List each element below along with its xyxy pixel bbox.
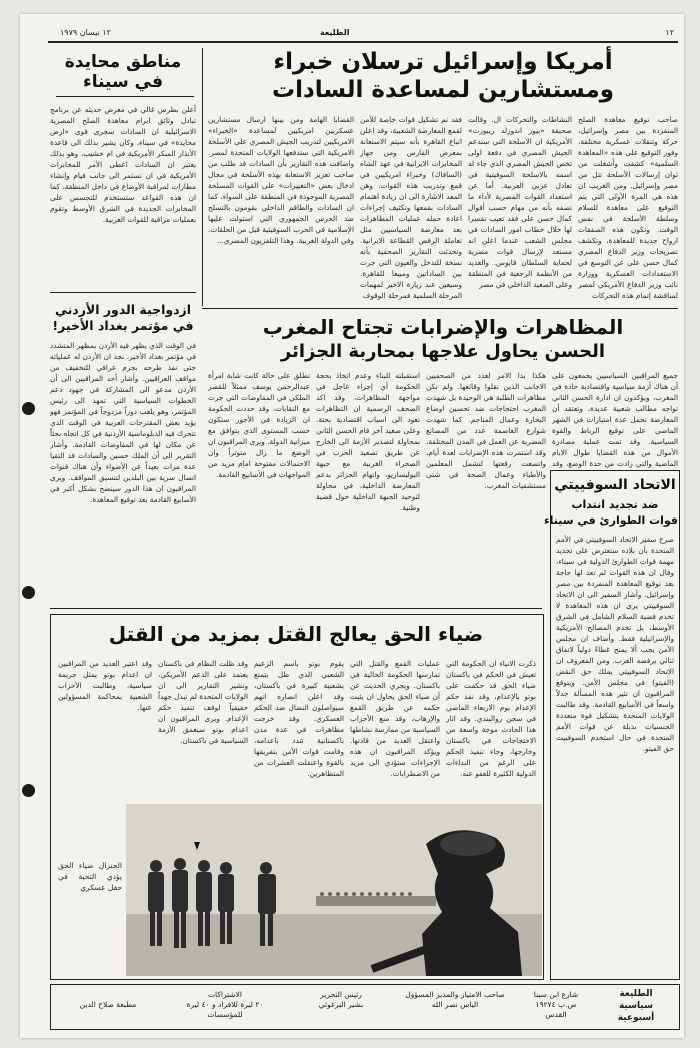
photo-caption: الجنرال ضياء الحق يؤدي التحية في حفل عسكري: [58, 861, 122, 892]
main-article-col3: فقد تم تشكيل قوات خاصة للأمن لقمع المعارضة الشعبية، وقد اعلن اتباع القاهرة بأنه سيتم الاستعانة بمعرض الفارس ومن جهاز المخابرات الايرانية في عهد الشاه (السافاك) وخبراء امريكيين في قمع وتدريب هذه القوات. وهن المعد الاشارة الى ان زيادة اهتمام السادات بقمعها وتكثيف إجراءات اعادة حمله عمليات المظاهرات بعد معارضة السياسيين مثل تعاملة الرقص القطاعة الايرانية. وتحدثت التقارير الصحفية بأنه نسخة للتدخل والعيون التي جرت بين الساداتين ومبيعا للقاهرة. وسيعين عند زيارة الاخير لمهمات المرحلة السلمية فمرحلة الوقوف: [360, 115, 462, 300]
page-number: ١٢: [665, 28, 674, 37]
editor-info: رئيس التحرير بشير البرغوثي: [318, 990, 364, 1009]
morocco-col1: جميع المراقبين السياسيين يجمعون على أن هناك أزمة سياسية واقتصادية حادة في المغرب، ويؤكدون ان ادارة الحسن الثاني تواجه مطالب شعبية عديدة، وتعتقد أن المعارضة تحمل عدة امتيازات في الشهر الماضي على توقيع الرباط والقوة السياسية. وقد تمت عملية مصادرة الأموال من هذه القضايا طوال الايام الماضية والتي زادت من حدة الوضع، وقد: [552, 371, 678, 468]
punch-hole: [22, 784, 35, 797]
header-rule: [48, 41, 678, 43]
zia-col1: ذكرت الانباء ان الحكومة التي تعيش في الحكم في باكستان ضياء الحق قد حكمت على بوتو بالإعدام، وقد نفذ حكم الإعدام يوم الاربعاء الماضي في سجن روالبندي. وقد اثار هذا الحادث موجة واسعة من الاحتجاجات في باكستان وخارجها، وجاء تنفيذ الحكم على الرغم من النداءات الدولية الكثيرة للعفو عنه.: [446, 659, 536, 778]
neutral-zones-body: أعلن بطرس غالي في معرض حديثه عن برنامج تبادل وثائق ابرام معاهدة الصلح المصرية الاسرائيلية ان السادات سجرى قوى «ارض محايدة» في سيناء، وكان يشير بذلك الى قاعدة الأنذار المبكر الأمريكية في ام خشيب، وهو بذلك يعتبر ان السادات اعطى الأمر للمخابرات الأمريكية في ان تستمر الى جانب قيام وإنشاء مطارات لمراقبة الأوضاع في داخل المنطقة، كما ان هذه القواعد ستستخدم للتجسس على المخابرات الجديدة في الشرق الأوسط وتقوم بعمليات مراقبة للقوات العربية.: [50, 105, 196, 224]
subscription-info: الاشتراكات ٢٠ ليرة للافراد و ٤٠ ليرة للمؤسسات: [186, 990, 264, 1019]
printer-name: مطبعة صلاح الدين: [79, 1000, 137, 1009]
soviet-headline-line3: قوات الطوارئ في سيناء: [544, 514, 678, 527]
publication-name: الطليعة: [320, 28, 350, 37]
issue-date: ١٢ نيسان ١٩٧٩: [60, 28, 111, 37]
zia-col4: وقد ظلت النظام في باكستان يعتمد على الدعم الأمريكي، وتشير التقارير الى ان الولايات المتحدة لم تبذل جهداً حقيقياً لوقف تنفيذ حكم الإعدام. ويرى المراقبون ان اعدام بوتو سيعمق الأزمة السياسية في باكستان.: [158, 659, 248, 745]
neutral-zones-headline-line1: مناطق محايدة: [64, 52, 182, 72]
soviet-headline-line1: الاتحاد السوفييتي: [554, 477, 676, 493]
publisher-address: شارع ابن سينا ص.ب ١٩٢٧٤ القدس: [533, 990, 579, 1019]
newspaper-page: [20, 14, 684, 1038]
section-rule: [50, 292, 196, 293]
morocco-col3: استقبلته للبناء وعدم اتخاذ بحجة الحكومة أي إجراء عاجل في مواجهة المظاهرات، وقد اكد الصحف الرسمية ان التظاهرات تعود الى اسباب اقتصادية بحتة. وعلى صعيد آخر قام الحسن الثاني بمحاولة لتصدير الأزمة الى الخارج عن طريق تصعيد الحرب في الصحراء الغربية مع جبهة البوليساريو، واتهام الجزائر بدعم المعارضة الداخلية، في محاولة لتوحيد الجبهة الداخلية حول قضية وطنية.: [316, 371, 420, 512]
jordan-headline-line2: في مؤتمر بغداد الأخير!: [52, 318, 194, 333]
zia-col3: يقوم بوتو باسم الزعيم الشعبي الذي ظل يتمتع بشعبية كبيرة في باكستان، وقد اعلن انصاره انهم سيواصلون النضال ضد الحكم العسكري. وقد خرجت مظاهرات في عدة مدن باكستانية تندد باعدامه، وقامت قوات الأمن بتفريقها بالقوة واعتقلت العشرات من المتظاهرين.: [254, 659, 344, 778]
publisher-name: الطليعة سياسية أسبوعية: [617, 989, 655, 1023]
main-article-col4: القضايا الهامة ومن بينها ارسال مستشارين عسكريين امريكيين لمساعدة «الخبراء» الامريكيين لتدريب الجيش المصري على الأسلحة الامريكية التي ستدفعها الولايات المتحدة لمصر. واضافت هذه التقارير بأن السادات قد طلب من صاحب تعزيز الاستعانة بهذه الأسلحة في مجال ادخال بعض «التغييرات» على القوات المسلحة المصرية الموجودة في المنطقة على السواء، كما ان السادات والطاقم الداخلي يقومون بالتسلح ضد الحرس الجمهوري التي استولت عليها الإسلامية في الحرب السوفيتية قبل من الحلقات. وفي الدولة الغربية. وهذا التلفزيون المصري...: [208, 115, 354, 245]
morocco-headline-line1: المظاهرات والإضرابات تجتاح المغرب: [262, 315, 624, 339]
neutral-zones-headline-line2: في سيناء: [83, 72, 163, 92]
main-article-col1: صاحب توقيع معاهدة الصلح المنفردة بين مصر وإسرائيل، حركة وتنقلات عسكرية مختلفة، وفور التوقيع على هذه «المعاهدة السلمية» كشفت وأشغلت من ثوان إرسالات الأسلحة تتل من مصر وإسرائيل. ومن الغريب ان هذه هي المرة الأولى التي يتم التوقيع على معاهدة للسلام وسلطة الأسلحة في نفس الوقت. وتكون هذه الصفقات ارواح جديدة للمعاهدة، وتكشف تصريحات وزير الدفاع المصري كمال حسن على عن التوسع في الاستعدادات العسكرية ووزارة نائب وزير الدفاع الأمريكي لمصر لمناقشة إتمام هذه التحركات: [578, 115, 678, 300]
main-headline-line2: ومستشارين لمساعدة السادات: [272, 77, 614, 103]
owner-info: صاحب الامتياز والمدير المسؤول الياس نصر الله: [405, 990, 505, 1009]
punch-hole: [22, 586, 35, 599]
zia-col5: وقد اعتبر العديد من المراقبين ان اعدام بوتو يمثل جريمة سياسية، وطالبت الأحزاب الشعبية بمحاكمة المسؤولين عنها.: [58, 659, 152, 712]
headline-underline: [56, 96, 194, 97]
main-article-col2: النشاطات والتحركات ال. وقالت صحيفة «بيوز اندوزلد ريبورت» الأمريكية ان الاسلحة التي ستدعم الجيش المصري في دفعة اولى تخص الجيش المصري الذي جاء له اسمه بالاسلحة السوفيتية في تعادل عربي العربية. أما عن استعداد القوات المصرية لأداء ما تصفه بأنه من مهام حسب أقوال كمال حسن على فقد تعيب نقسرا لها خلال خطاب امور السادات في مجلس الشعب عندما اعلن انه مستعد لإرسال قوات مصرية لحماية السلطان قابوس. والعديد من الأنظمة الرجعية في المنطقة وعلى الصعيد الداخلي في مصر: [468, 115, 572, 289]
morocco-headline-line2: الحسن يحاول علاجها بمحاربة الجزائر: [280, 341, 606, 362]
section-rule: [202, 308, 678, 309]
morocco-col2: هكذا بدا الامر لعدد من الصحفيين الاجانب الذين نقلوا وقائعها. ولم تكن مظاهرات الطلبة هي الوحيدة بل شهدت المغرب احتجاجات ضد تحسين اوضاع البحارة وعمال المناجم. كما شهدت شوارع العاصمة عدد من المصانع المضربة عن العمل في المدن المختلفة، وقد استمرت هذه الإضرابات لعدة أيام، واتسعت رقعتها لتشمل المعلمين والأطباء وعمال الصحة في شتى مستشفيات المغرب.: [426, 371, 546, 490]
soviet-body: صرح سفير الاتحاد السوفييتي في الأمم المتحدة بأن بلاده ستعترض على تجديد مهمة قوات الطوارئ الدولية في سيناء، وقال ان هذه القوات لم تعد لها حاجة بعد توقيع المعاهدة المنفردة بين مصر وإسرائيل. وأشار السفير الى ان الاتحاد السوفييتي يرى ان هذه المعاهدة لا تخدم قضية السلام الشامل في الشرق الأوسط، بل تخدم المصالح الأمريكية والإسرائيلية فقط. وأضاف ان مجلس الأمن يجب ألا يمنح غطاءً دولياً لاتفاق ثنائي يرفضه العرب. ومن المعروف ان الاتحاد السوفييتي يملك حق النقض (الفيتو) في مجلس الأمن. ويتوقع المراقبون ان تثير هذه المسألة جدلاً واسعاً في الأسابيع القادمة. وقد طالبت الولايات المتحدة بتشكيل قوة متعددة الجنسيات بديلة عن قوات الأمم المتحدة في حال استخدم السوفييت حق الفيتو.: [556, 535, 674, 753]
jordan-body: في الوقت الذي يظهر فيه الأردن بمظهر المتشدد في مؤتمر بغداد الأخير، نجد ان الأردن له عملياته حتى نفذ طرحه بجزم عراقي للتخفيف من مواقف العراقيين. وأشار أحد المراقبين الى أن الأردن مدعو الى المشاركة في جهود دعم الخطوات السياسية التي تمهد الى رئيس المؤتمر، وهو يلعب دوراً مزدوجاً في المؤتمر فهو يؤيد بعض المقترحات العربية في الوقت الذي تتحرك فيه الدبلوماسية الأردنية في كل اتجاه بحثاً عن مكان لها في المفاوضات القادمة. وأشار التقرير الى أن الملك حسين والسادات قد التقيا عدة مرات بعيداً عن الأضواء وأن هناك قنوات اتصال سرية بين البلدين لتنسيق المواقف. ويرى المراقبون ان هذا الدور سيتضح بشكل أكبر في الأسابيع القادمة بعد توقيع المعاهدة.: [50, 341, 196, 504]
morocco-col4: تطلق على حالة كانت شابة امرأة عبدالرحمن يوسف ممثلاً للقصر الملكي في المفاوضات التي جرت مع النقابات، وقد حددت الحكومة ان الزيادة في الأجور ستكون حسب المستوى الذي يتوافق مع ميزانية الدولة. ويرى المراقبون ان الوضع ما زال متوتراً وان الاحتمالات مفتوحة امام مزيد من المواجهات في الأسابيع القادمة.: [208, 371, 310, 479]
soviet-headline-line2: ضد تجديد انتداب: [571, 498, 659, 511]
column-rule: [202, 48, 203, 306]
section-rule: [50, 608, 542, 609]
punch-hole: [22, 402, 35, 415]
military-parade-photo: [126, 804, 542, 976]
zia-headline: ضياء الحق يعالج القتل بمزيد من القتل: [108, 622, 484, 646]
main-headline-line1: أمريكا وإسرائيل ترسلان خبراء: [273, 49, 613, 75]
zia-col2: عمليات القمع والقتل التي تمارسها الحكومة الحالية في باكستان. ويجري الحديث عن أن ضياء الحق يحاول ان يثبت حكمه عن طريق القمع والإرهاب، وقد منع الأحزاب السياسية من ممارسة نشاطها واعتقل العديد من قادتها. ويؤكد المراقبون ان هذه الإجراءات ستؤدي الى مزيد من الاضطرابات.: [350, 659, 440, 778]
jordan-headline-line1: ازدواجية الدور الأردني: [54, 302, 192, 317]
